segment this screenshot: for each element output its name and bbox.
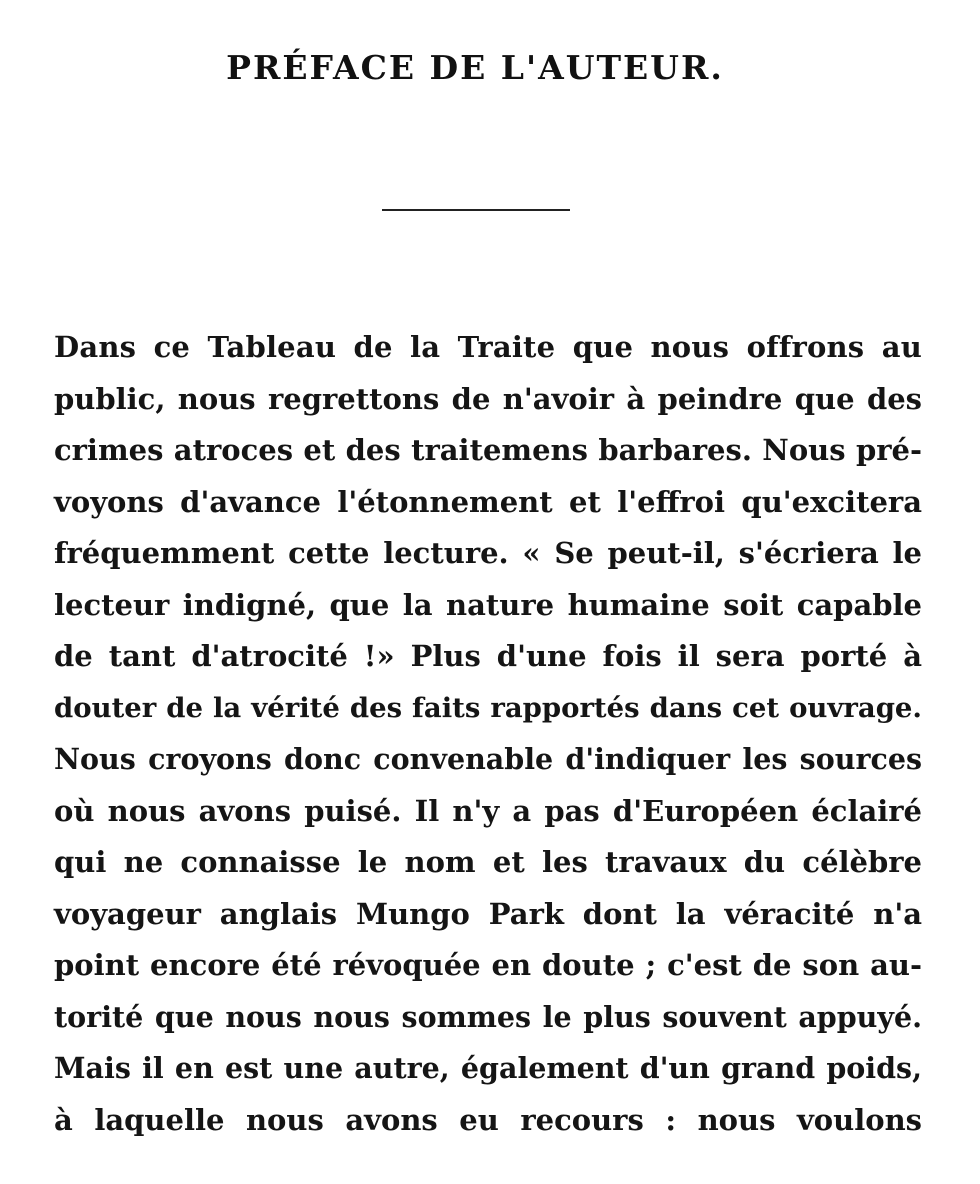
- text-line: Dans ce Tableau de la Traite que nous offrons au: [54, 330, 922, 364]
- text-line: voyageur anglais Mungo Park dont la véracité n'a: [54, 896, 922, 931]
- text-line: voyons d'avance l'étonnement et l'effroi qu'excitera: [54, 484, 922, 519]
- page-title: PRÉFACE DE L'AUTEUR.: [226, 48, 724, 87]
- text-line: crimes atroces et des traitemens barbares. Nous pré-: [54, 433, 922, 467]
- text-line: point encore été révoquée en doute ; c'est de son au-: [54, 948, 922, 982]
- text-line: Nous croyons donc convenable d'indiquer les sources: [54, 742, 922, 776]
- text-line: douter de la vérité des faits rapportés dans cet ouvrage.: [54, 691, 922, 724]
- text-line: public, nous regrettons de n'avoir à peindre que des: [54, 381, 922, 416]
- text-line: à laquelle nous avons eu recours : nous voulons: [54, 1102, 922, 1137]
- text-line: torité que nous nous sommes le plus souvent appuyé.: [54, 999, 922, 1034]
- preface-paragraph: [54, 322, 922, 1146]
- text-line: lecteur indigné, que la nature humaine soit capable: [54, 587, 922, 622]
- text-line: où nous avons puisé. Il n'y a pas d'Européen éclairé: [54, 793, 922, 828]
- text-line: Mais il en est une autre, également d'un grand poids,: [54, 1051, 922, 1085]
- text-line: qui ne connaisse le nom et les travaux du célèbre: [54, 845, 922, 879]
- text-line: fréquemment cette lecture. « Se peut-il, s'écriera le: [54, 536, 922, 570]
- title-divider: [382, 209, 570, 211]
- text-line: de tant d'atrocité !» Plus d'une fois il sera porté à: [54, 639, 922, 673]
